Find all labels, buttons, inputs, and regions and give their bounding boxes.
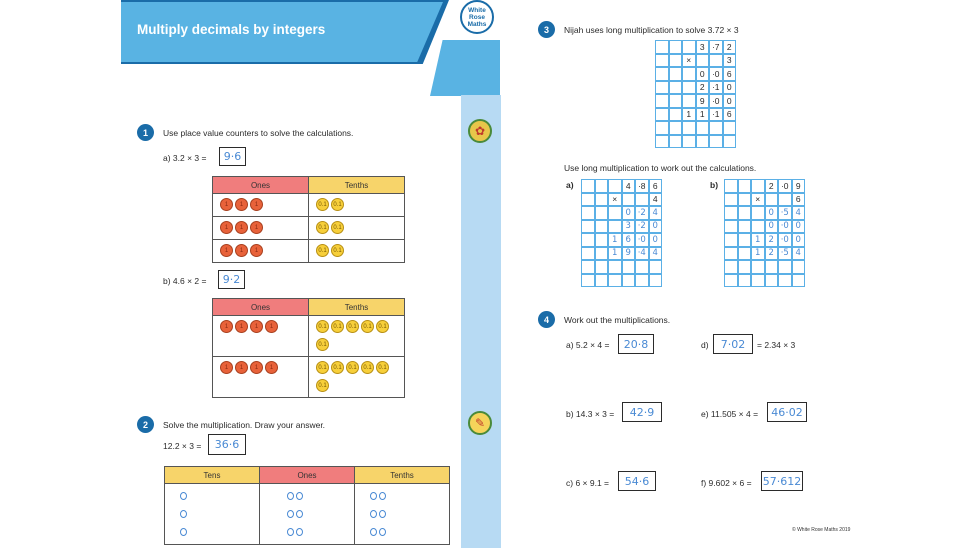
pencil-icon: ✎: [468, 411, 492, 435]
grid-cell: [595, 220, 609, 234]
grid-cell: [738, 193, 752, 207]
q4d-suffix: = 2.34 × 3: [757, 340, 796, 350]
grid-cell: ·5: [778, 247, 792, 261]
tenths-header: Tenths: [309, 177, 405, 194]
grid-cell: 0: [765, 220, 779, 234]
q1a-label: a) 3.2 × 3 =: [163, 153, 207, 163]
grid-cell: [751, 179, 765, 193]
place-value-chart-q1a: Ones Tenths 1 1 1 0.1 0.1 1 1 1 0.1 0.1 1 1 1 0.1 0.1: [212, 176, 405, 263]
grid-cell: ·7: [709, 40, 723, 54]
q4c-label: c) 6 × 9.1 =: [566, 478, 609, 488]
grid-cell: [581, 179, 595, 193]
grid-cell: [655, 121, 669, 135]
grid-cell: 6: [622, 233, 636, 247]
q3b-label: b): [710, 180, 719, 190]
grid-cell: [792, 274, 806, 288]
grid-cell: 4: [792, 206, 806, 220]
q3a-label: a): [566, 180, 574, 190]
grid-cell: 9: [696, 94, 710, 108]
grid-cell: 1: [608, 247, 622, 261]
grid-cell: 0: [723, 94, 737, 108]
grid-cell: ·0: [778, 179, 792, 193]
grid-cell: [682, 94, 696, 108]
grid-cell: [669, 108, 683, 122]
grid-cell: ·1: [709, 81, 723, 95]
question-instruction: Solve the multiplication. Draw your answer.: [163, 420, 326, 430]
drawn-ones-counters: [260, 484, 355, 545]
grid-cell: [635, 193, 649, 207]
tenths-header: Tenths: [355, 467, 450, 484]
grid-cell: 4: [649, 247, 663, 261]
grid-cell: ·2: [635, 206, 649, 220]
grid-cell: 6: [792, 193, 806, 207]
grid-cell: ·0: [635, 233, 649, 247]
grid-cell: [669, 135, 683, 149]
grid-cell: 0: [765, 206, 779, 220]
grid-cell: [723, 135, 737, 149]
grid-cell: 6: [723, 108, 737, 122]
grid-cell: [581, 220, 595, 234]
grid-cell: [709, 121, 723, 135]
grid-cell: [595, 179, 609, 193]
grid-cell: [792, 260, 806, 274]
grid-cell: [622, 274, 636, 288]
grid-cell: [622, 193, 636, 207]
grid-cell: [649, 274, 663, 288]
grid-cell: [724, 260, 738, 274]
grid-cell: 1: [682, 108, 696, 122]
grid-cell: [595, 206, 609, 220]
grid-cell: [635, 274, 649, 288]
grid-cell: 1: [751, 247, 765, 261]
question-number: 2: [137, 416, 154, 433]
grid-cell: 4: [622, 179, 636, 193]
grid-cell: [709, 54, 723, 68]
grid-cell: 0: [792, 233, 806, 247]
copyright-footer: © White Rose Maths 2019: [792, 527, 851, 533]
grid-cell: [581, 247, 595, 261]
q4c-answer-box[interactable]: 54·6: [618, 471, 656, 491]
grid-cell: [655, 108, 669, 122]
grid-cell: [649, 260, 663, 274]
q1b-label: b) 4.6 × 2 =: [163, 276, 207, 286]
q4a-answer-box[interactable]: 20·8: [618, 334, 654, 354]
ones-header: Ones: [213, 299, 309, 316]
grid-cell: 6: [723, 67, 737, 81]
grid-cell: 2: [765, 233, 779, 247]
grid-cell: 0: [649, 233, 663, 247]
question-number: 1: [137, 124, 154, 141]
grid-cell: [738, 179, 752, 193]
q4b-answer-box[interactable]: 42·9: [622, 402, 662, 422]
grid-cell: [655, 40, 669, 54]
grid-cell: [608, 179, 622, 193]
grid-cell: 0: [649, 220, 663, 234]
grid-cell: ·2: [635, 220, 649, 234]
grid-cell: [724, 220, 738, 234]
grid-cell: 2: [765, 247, 779, 261]
grid-cell: 2: [696, 81, 710, 95]
grid-cell: [724, 179, 738, 193]
grid-cell: [655, 94, 669, 108]
grid-cell: [595, 247, 609, 261]
grid-cell: ×: [751, 193, 765, 207]
grid-cell: [738, 233, 752, 247]
question-instruction: Nijah uses long multiplication to solve 3.72 × 3: [564, 25, 739, 35]
grid-cell: ·0: [778, 233, 792, 247]
grid-cell: [751, 260, 765, 274]
grid-cell: 9: [792, 179, 806, 193]
q4e-label: e) 11.505 × 4 =: [701, 409, 759, 419]
grid-cell: [682, 135, 696, 149]
grid-cell: [724, 247, 738, 261]
grid-cell: [669, 81, 683, 95]
grid-cell: ·5: [778, 206, 792, 220]
place-value-chart-q1b: Ones Tenths 1 1 1 1 0.1 0.1 0.1 0.1 0.10.1 1 1 1 1 0.1 0.1 0.1 0.1 0.10.1: [212, 298, 405, 398]
grid-cell: [724, 274, 738, 288]
grid-cell: ·0: [778, 220, 792, 234]
grid-cell: 0: [622, 206, 636, 220]
q1b-answer-box[interactable]: 9·2: [218, 270, 245, 289]
grid-cell: [595, 260, 609, 274]
grid-cell: 0: [696, 67, 710, 81]
grid-cell: ·8: [635, 179, 649, 193]
grid-cell: [738, 206, 752, 220]
grid-cell: [608, 274, 622, 288]
side-strip: [461, 95, 501, 548]
q4d-label: d): [701, 340, 709, 350]
grid-cell: [655, 67, 669, 81]
grid-cell: [595, 233, 609, 247]
grid-cell: [696, 121, 710, 135]
grid-cell: 0: [723, 81, 737, 95]
grid-cell: [669, 94, 683, 108]
q4e-answer-box[interactable]: 46·02: [767, 402, 807, 422]
grid-cell: 1: [751, 233, 765, 247]
q4a-label: a) 5.2 × 4 =: [566, 340, 610, 350]
grid-cell: [608, 220, 622, 234]
grid-cell: [723, 121, 737, 135]
grid-cell: [778, 274, 792, 288]
grid-cell: [751, 206, 765, 220]
grid-cell: [655, 81, 669, 95]
grid-cell: ·0: [709, 94, 723, 108]
grid-cell: [778, 260, 792, 274]
grid-cell: [724, 206, 738, 220]
ones-header: Ones: [260, 467, 355, 484]
grid-cell: [608, 206, 622, 220]
grid-cell: [765, 274, 779, 288]
q2-answer-box[interactable]: 36·6: [208, 434, 246, 455]
question-instruction: Work out the multiplications.: [564, 315, 671, 325]
place-value-chart-q2: [164, 466, 450, 545]
grid-cell: [724, 193, 738, 207]
grid-cell: [581, 260, 595, 274]
grid-cell: [765, 193, 779, 207]
tenths-header: Tenths: [309, 299, 405, 316]
grid-cell: [581, 193, 595, 207]
grid-cell: 2: [765, 179, 779, 193]
grid-cell: 0: [792, 220, 806, 234]
grid-cell: ×: [682, 54, 696, 68]
grid-cell: [709, 135, 723, 149]
grid-cell: ·1: [709, 108, 723, 122]
grid-cell: ·0: [709, 67, 723, 81]
q4d-answer-box[interactable]: 7·02: [713, 334, 753, 354]
grid-cell: [751, 220, 765, 234]
page-title: Multiply decimals by integers: [137, 22, 326, 37]
grid-cell: [682, 40, 696, 54]
grid-cell: [581, 233, 595, 247]
grid-cell: 4: [649, 193, 663, 207]
grid-cell: [738, 260, 752, 274]
grid-cell: [655, 135, 669, 149]
grid-cell: [738, 247, 752, 261]
grid-cell: ×: [608, 193, 622, 207]
question-number: 3: [538, 21, 555, 38]
grid-cell: [765, 260, 779, 274]
grid-cell: [682, 121, 696, 135]
grid-cell: [669, 54, 683, 68]
grid-cell: 2: [723, 40, 737, 54]
grid-cell: [655, 54, 669, 68]
grid-cell: [608, 260, 622, 274]
grid-cell: [751, 274, 765, 288]
grid-cell: 4: [792, 247, 806, 261]
grid-cell: 3: [723, 54, 737, 68]
q4b-label: b) 14.3 × 3 =: [566, 409, 615, 419]
grid-cell: [635, 260, 649, 274]
question-instruction: Use place value counters to solve the calculations.: [163, 128, 354, 138]
grid-cell: [778, 193, 792, 207]
grid-cell: [669, 67, 683, 81]
grid-cell: [724, 233, 738, 247]
grid-cell: [682, 67, 696, 81]
drawn-tenths-counters: [355, 484, 450, 545]
grid-cell: [581, 274, 595, 288]
grid-cell: 6: [649, 179, 663, 193]
side-strip-top: [430, 40, 500, 96]
grid-cell: ·4: [635, 247, 649, 261]
grid-cell: 3: [696, 40, 710, 54]
grid-cell: [669, 40, 683, 54]
grid-cell: [738, 274, 752, 288]
grid-cell: 9: [622, 247, 636, 261]
grid-cell: 1: [696, 108, 710, 122]
grid-cell: 3: [622, 220, 636, 234]
q4f-answer-box[interactable]: 57·612: [761, 471, 803, 491]
grid-cell: 1: [608, 233, 622, 247]
grid-cell: 4: [649, 206, 663, 220]
q4f-label: f) 9.602 × 6 =: [701, 478, 752, 488]
q2-label: 12.2 × 3 =: [163, 441, 202, 451]
white-rose-maths-logo: White Rose Maths: [460, 0, 494, 34]
tens-header: Tens: [165, 467, 260, 484]
drawn-tens-counters: [165, 484, 260, 545]
q1a-answer-box[interactable]: 9·6: [219, 147, 246, 166]
counters-icon: ✿: [468, 119, 492, 143]
q3-sub-instruction: Use long multiplication to work out the calculations.: [564, 163, 757, 173]
question-number: 4: [538, 311, 555, 328]
grid-cell: [581, 206, 595, 220]
grid-cell: [738, 220, 752, 234]
grid-cell: [595, 274, 609, 288]
grid-cell: [622, 260, 636, 274]
grid-cell: [696, 54, 710, 68]
grid-cell: [595, 193, 609, 207]
grid-cell: [669, 121, 683, 135]
grid-cell: [682, 81, 696, 95]
grid-cell: [696, 135, 710, 149]
ones-header: Ones: [213, 177, 309, 194]
